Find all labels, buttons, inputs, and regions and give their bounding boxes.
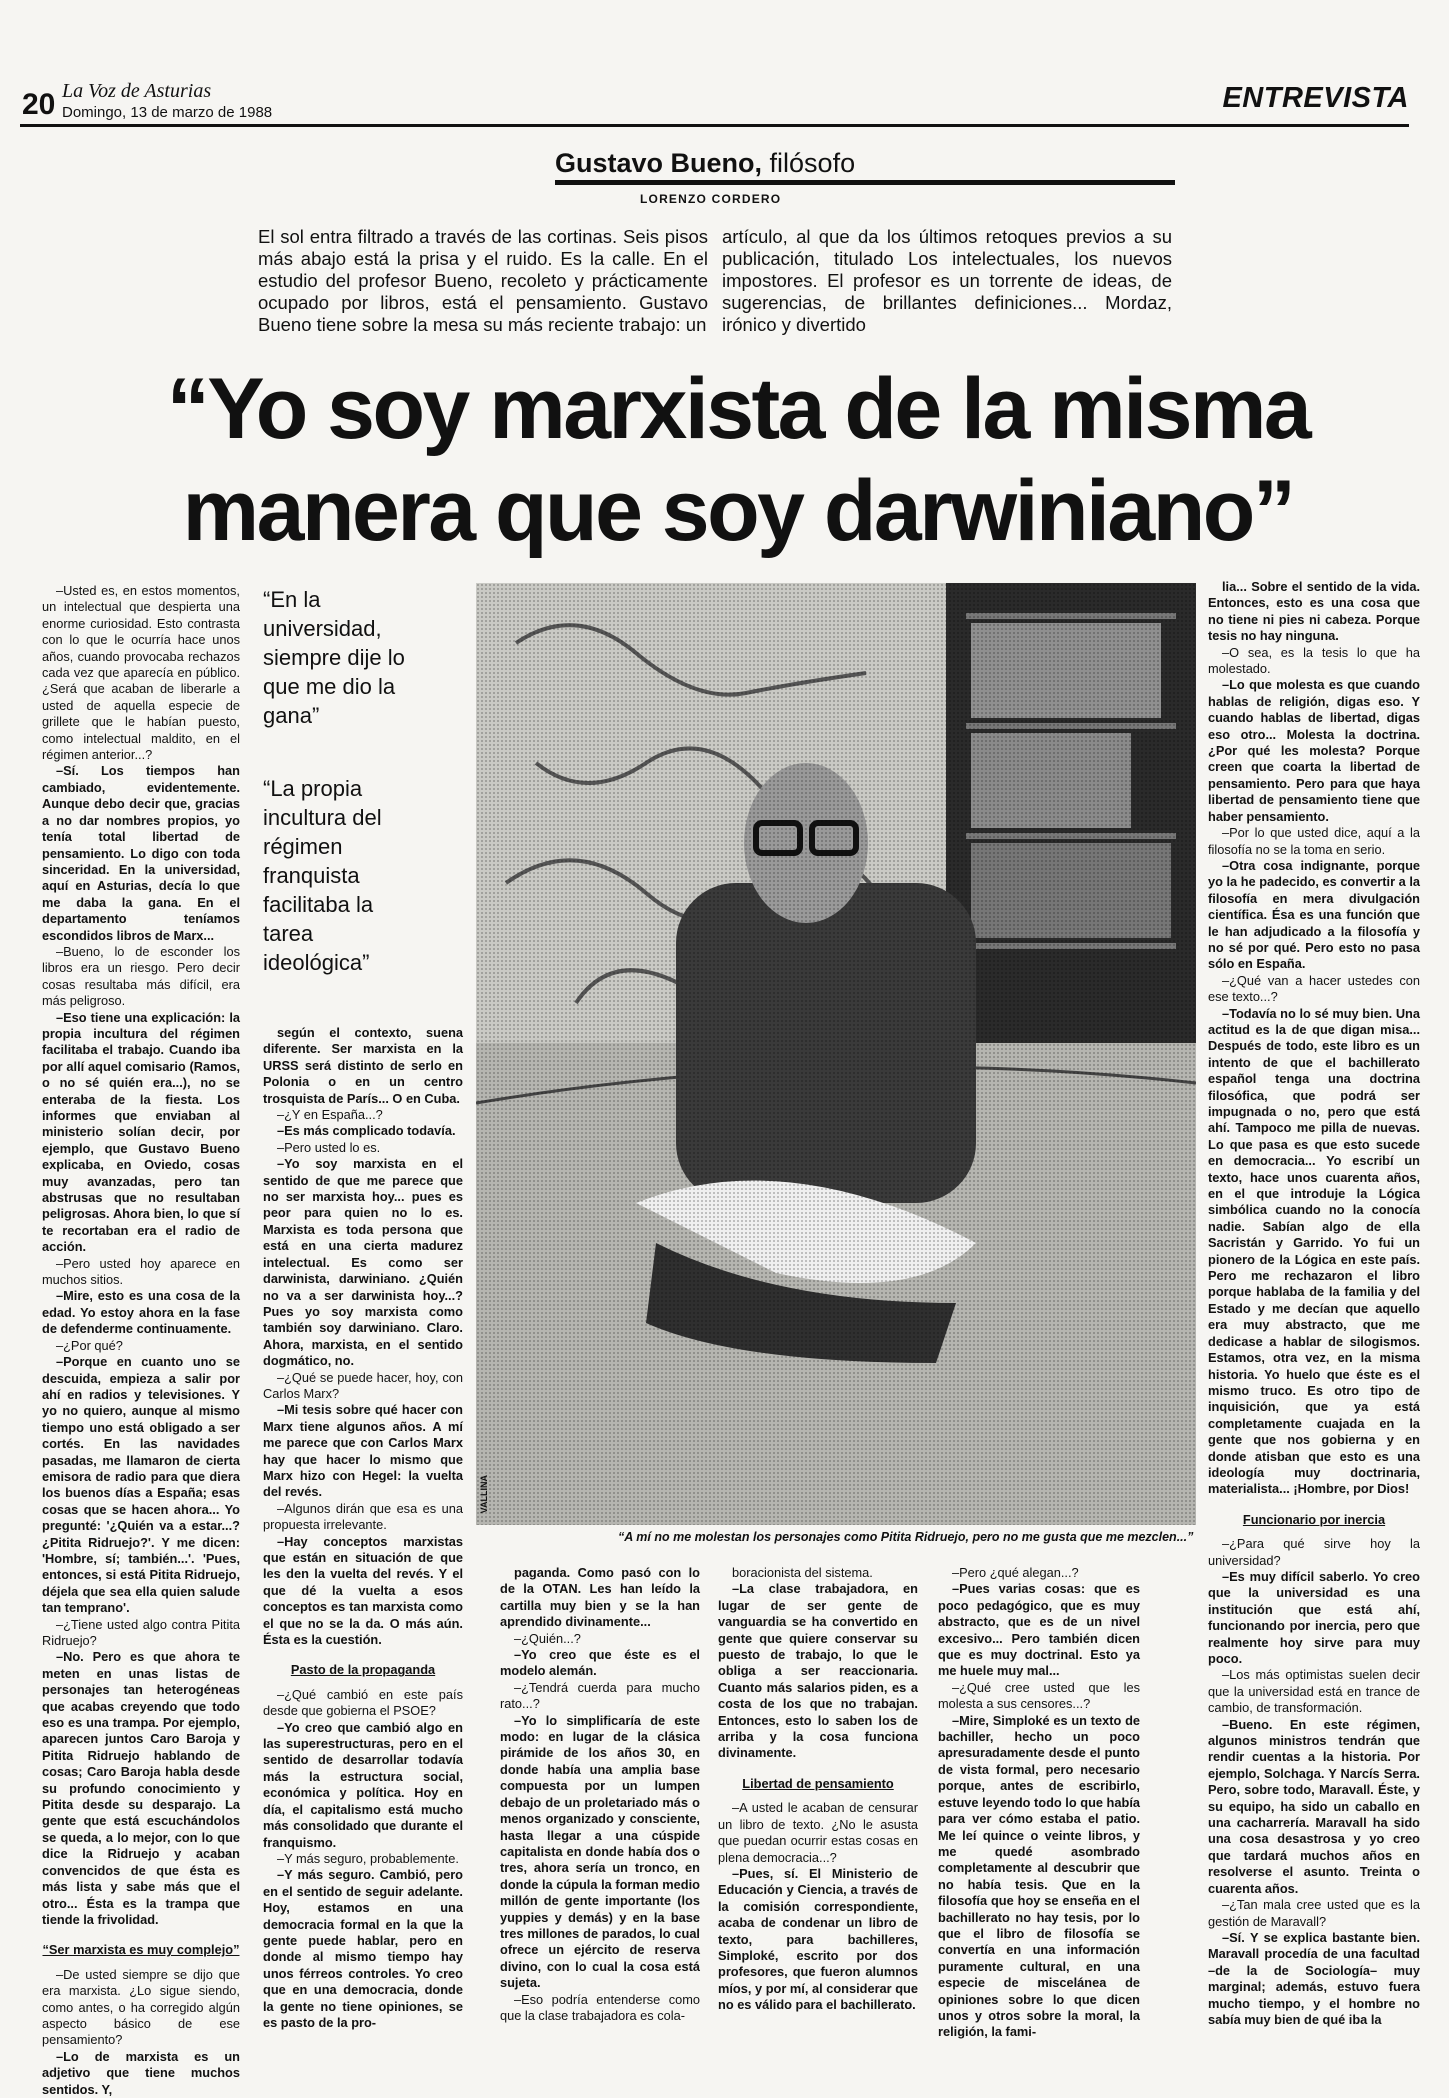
photo-credit: VALLINA [479, 1475, 489, 1514]
column-6 [1208, 579, 1420, 2028]
photo-caption: “A mí no me molestan los personajes como Pitita Ridruejo, pero no me gusta que me mezclen...” [618, 1530, 1194, 1544]
byline-rule [555, 180, 1175, 185]
paragraph: –Es muy difícil saberlo. Yo creo que la universidad es una institución que está ahí, funcionando por inercia, pero que realmente hoy sirve para muy poco. [1208, 1568, 1420, 1666]
paragraph: –Yo soy marxista en el sentido de que me parece que no ser marxista hoy... pues es peor para quien no lo es. Marxista es toda persona que está en una cierta madurez intelectual. Es como ser darwinista, darwiniano. ¿Quién no va a ser darwinista hoy...? Pues yo soy marxista como también soy darwiniano. Claro. Ahora, marxista, en el sentido dogmático, no. [263, 1156, 463, 1369]
paragraph: –¿Tiene usted algo contra Pitita Ridruejo? [42, 1616, 240, 1648]
paragraph: –Eso tiene una explicación: la propia incultura del régimen facilitaba el trabajo. Cuando iba por allí aquel comisario (Ramos, o no sé quién era...), no se enteraba de la fiesta. Los informes que enviaban al ministerio solían decir, por ejemplo, que Gustavo Bueno explicaba, en Oviedo, cosas muy avanzadas, pero tan abstrusas que no resultaban peligrosas. Ahora bien, lo que sí te recortaban era el radio de acción. [42, 1009, 240, 1255]
paragraph: –Algunos dirán que esa es una propuesta irrelevante. [263, 1500, 463, 1533]
interviewee [555, 148, 855, 179]
paragraph: –Todavía no lo sé muy bien. Una actitud es la de que digan misa... Después de todo, este libro es un intento de que el bachillerato español tenga una doctrina filosófica, que podrá ser impugnada o no, pero que está ahí. Tampoco me pilla de nuevas. Lo que pasa es que esto sucede en democracia... Yo escribí un texto, hace unos cuarenta años, en el que introduje la Lógica simbólica cuando no la conocía nadie. Sabían algo de ella Sacristán y Garrido. Yo fui un pionero de la Lógica en este país. Pero me rechazaron el libro porque hablaba de la familia y del Estado y me decían que aquello era muy abstracto, que me dedicase a hablar de silogismos. Estamos, otra vez, en la misma historia. Yo huelo que éste es el mismo truco. Es otro tipo de inquisición, que ya está completamente cuajada en la gente que nos gobierna y en donde atisban que esto es una ideología muy doctrinaria, materialista... ¡Hombre, por Dios! [1208, 1005, 1420, 1497]
column-3 [500, 1565, 700, 2024]
column-5 [938, 1565, 1140, 2041]
author: LORENZO CORDERO [640, 192, 782, 206]
paragraph: –Yo creo que éste es el modelo alemán. [500, 1647, 700, 1679]
interviewee-name: Gustavo Bueno, [555, 148, 763, 178]
subhead-marxista: “Ser marxista es muy complejo” [42, 1942, 240, 1958]
paragraph: –Pero usted hoy aparece en muchos sitios. [42, 1255, 240, 1288]
newspaper-name: La Voz de Asturias [62, 80, 212, 102]
paragraph: –Bueno, lo de esconder los libros era un riesgo. Pero decir cosas resultaba más difícil, era más peligroso. [42, 943, 240, 1009]
paragraph: –La clase trabajadora, en lugar de ser gente de vanguardia se ha convertido en gente que quiere conservar su puesto de trabajo, lo que le obliga a ser reaccionaria. Cuanto más salarios piden, es a costa de los que no trabajan. Entonces, esto lo saben los de arriba y la cosa funciona divinamente. [718, 1581, 918, 1761]
paragraph: –Pues varias cosas: que es poco pedagógico, que es muy abstracto, que es de un nivel excesivo... Pero también dicen que es muy doctrinal. Esto ya me huele muy mal... [938, 1581, 1140, 1679]
headline-line-1: “Yo soy marxista de la misma [166, 361, 1310, 457]
paragraph: –Eso podría entenderse como que la clase trabajadora es cola- [500, 1991, 700, 2023]
paragraph: –Y más seguro. Cambió, pero en el sentido de seguir adelante. Hoy, estamos en una democracia formal en la que la gente puede hablar, pero en donde al mismo tiempo hay unos férreos controles. Yo creo que en una democracia, donde la gente no tiene opiniones, se es pasto de la pro- [263, 1867, 463, 2030]
paragraph: –Lo de marxista es un adjetivo que tiene muchos sentidos. Y, [42, 2048, 240, 2097]
page-number: 20 [22, 88, 56, 121]
paragraph: –¿Tan mala cree usted que es la gestión de Maravall? [1208, 1897, 1420, 1929]
paragraph: –Bueno. En este régimen, algunos ministros tendrán que rendir cuentas a la historia. Por ejemplo, Solchaga. Y Narcís Serra. Pero, sobre todo, Maravall. Éste, y su equipo, ha sido un caballo en una cacharrería. Maravall ha sido una cosa desastrosa y yo creo que tardará muchos años en resolverse el asunto. Treinta o cuarenta años. [1208, 1716, 1420, 1896]
subhead-propaganda: Pasto de la propaganda [290, 1662, 436, 1678]
paragraph: –Pues, sí. El Ministerio de Educación y Ciencia, a través de la comisión correspondiente, acaba de condenar un libro de texto, para bachilleres, Simploké, escrito por dos profesores, que fueron alumnos míos, y por mí, al considerar que no es válido para el bachillerato. [718, 1865, 918, 2013]
paragraph: –De usted siempre se dijo que era marxista. ¿Lo sigue siendo, como antes, o ha corregido algún aspecto básico de ese pensamiento? [42, 1966, 240, 2048]
paragraph: –¿Qué se puede hacer, hoy, con Carlos Marx? [263, 1369, 463, 1401]
paragraph: paganda. Como pasó con lo de la OTAN. Les han leído la cartilla muy bien y se la han aprendido divinamente... [500, 1565, 700, 1630]
column-1 [42, 583, 240, 2098]
headline-line-2: manera que soy darwiniano” [182, 463, 1294, 559]
subhead-libertad: Libertad de pensamiento [742, 1775, 894, 1791]
paragraph: boracionista del sistema. [732, 1565, 873, 1580]
paragraph: lia... Sobre el sentido de la vida. Entonces, esto es una cosa que no tiene ni pies ni cabeza. Porque tesis no hay ninguna. [1208, 579, 1420, 644]
paragraph: –¿Y en España...? [277, 1107, 383, 1123]
paragraph: –Yo creo que cambió algo en las superestructuras, pero en el sentido de desarrollar todavía más la estructura social, económica y política. Hoy en día, el capitalismo está mucho más consolidado que durante el franquismo. [263, 1719, 463, 1850]
paragraph: –No. Pero es que ahora te meten en unas listas de personajes tan heterogéneas que acabas creyendo que todo eso es una trampa. Por ejemplo, aparecen juntos Caro Baroja y Pitita Ridruejo hablando de cosas; Caro Baroja habla desde su profundo conocimiento y Pitita desde su desparajo. La gente que está escuchándolos se queda, a lo mejor, con lo que dice la Ridruejo y acaban convencidos de que ésta es más lista y sabe más que el otro... Ésta es la trampa que tiende la frivolidad. [42, 1649, 240, 1927]
paragraph: –Es más complicado todavía. [277, 1123, 456, 1139]
intro-left: El sol entra filtrado a través de las cortinas. Seis pisos más abajo está la prisa y el ruido. Es la calle. En el estudio del profesor Bueno, recoleto y prácticamente ocupado por libros, está el pensamiento. Gustavo Bueno tiene sobre la mesa su más reciente trabajo: un [258, 226, 708, 335]
paragraph: –¿Qué cambió en este país desde que gobierna el PSOE? [263, 1686, 463, 1719]
paragraph: –Mi tesis sobre qué hacer con Marx tiene algunos años. A mí me parece que con Carlos Marx hay que hacer lo mismo que Marx hizo con Hegel: la vuelta del revés. [263, 1402, 463, 1500]
paragraph: –Mire, Simploké es un texto de bachiller, hecho un poco apresuradamente desde el punto de vista formal, pero necesario porque, antes de escribirlo, estuve leyendo todo lo que había para ver cómo estaba el patio. Me leí quince o veinte libros, y me quedé asombrado completamente al descubrir que no había tesis. Que en la filosofía que hoy se enseña en el bachillerato no hay tesis, por lo que el libro de filosofía se convertía en una información puramente cultural, en una especie de miscelánea de opiniones sobre lo que dicen unos y otros sobre la moral, la religión, la fami- [938, 1712, 1140, 2040]
paragraph: –¿Por qué? [56, 1337, 123, 1353]
paragraph: –¿Qué van a hacer ustedes con ese texto...? [1208, 972, 1420, 1005]
paragraph: –Sí. Los tiempos han cambiado, evidentemente. Aunque debo decir que, gracias a no dar nombres propios, yo tenía total libertad de pensamiento. Lo digo con toda sinceridad. En la universidad, aquí en Asturias, decía lo que me daba la gana. En el departamento teníamos escondidos libros de Marx... [42, 763, 240, 943]
interviewee-role: filósofo [769, 148, 856, 178]
portrait-photo [476, 583, 1196, 1525]
column-2 [263, 1025, 463, 2031]
column-4 [718, 1565, 918, 2014]
paragraph: –Sí. Y se explica bastante bien. Maravall procedía de una facultad –de la de Sociología– muy marginal; además, estuvo fuera mucho tiempo, y el hombre no sabía muy bien de qué iba la [1208, 1929, 1420, 2027]
paragraph: –Los más optimistas suelen decir que la universidad está en trance de cambio, de transformación. [1208, 1667, 1420, 1716]
paragraph: –¿Para qué sirve hoy la universidad? [1208, 1536, 1420, 1568]
paragraph: –Por lo que usted dice, aquí a la filosofía no se la toma en serio. [1208, 825, 1420, 857]
issue-date: Domingo, 13 de marzo de 1988 [62, 104, 273, 121]
paragraph: –¿Tendrá cuerda para mucho rato...? [500, 1679, 700, 1712]
photo-illustration [476, 583, 1196, 1525]
section-title: ENTREVISTA [1222, 82, 1409, 114]
paragraph: según el contexto, suena diferente. Ser marxista en la URSS será distinto de serlo en Polonia o en un centro trosquista de París... O en Cuba. [263, 1025, 463, 1106]
pull-quote-2: “La propia incultura del régimen franquista facilitaba la tarea ideológica” [263, 776, 382, 975]
paragraph: –¿Qué cree usted que les molesta a sus censores...? [938, 1679, 1140, 1712]
paragraph: –Otra cosa indignante, porque yo la he padecido, es convertir a la filosofía en mera divulgación científica. Ésa es una función que le han adjudicado a la filosofía y no sé por qué. Pero esto no pasa sólo en España. [1208, 857, 1420, 972]
intro-right: artículo, al que da los últimos retoques previos a su publicación, titulado Los intelectuales, los nuevos impostores. El profesor es un torrente de ideas, de sugerencias, de brillantes definiciones... Mordaz, irónico y divertido [722, 226, 1172, 335]
paragraph: –Hay conceptos marxistas que están en situación de que les den la vuelta del revés. Y el que dé la vuelta a esos conceptos es tan marxista como el que no se la da. O más aún. Ésta es la cuestión. [263, 1533, 463, 1648]
masthead-rule [20, 124, 1409, 127]
paragraph: –Yo lo simplificaría de este modo: en lugar de la clásica pirámide de los años 30, en donde había una amplia base compuesta por un lumpen debajo de un proletariado más o menos organizado y consciente, hasta llegar a una cúspide capitalista en donde había dos o tres, ahora sería un tronco, en donde la cúpula la forman medio millón de gente importante (los yuppies y demás) y en la base tres millones de parados, lo cual ofrece un ejército de reserva divino, con lo cual la cosa está sujeta. [500, 1712, 700, 1991]
paragraph: –Mire, esto es una cosa de la edad. Yo estoy ahora en la fase de defenderme continuamente. [42, 1288, 240, 1337]
paragraph: –O sea, es la tesis lo que ha molestado. [1208, 644, 1420, 677]
paragraph: –Usted es, en estos momentos, un intelectual que despierta una enorme curiosidad. Esto contrasta con lo que le ocurría hace unos años, cuando provocaba rechazos cada vez que aparecía en público. ¿Será que acaban de liberarle a usted de aquella especie de grillete que le habían puesto, como intelectual maldito, en el régimen anterior...? [42, 583, 240, 763]
paragraph: –Lo que molesta es que cuando hablas de religión, digas eso. Y cuando hablas de libertad, digas eso otro... Molesta la doctrina. ¿Por qué les molesta? Porque creen que coarta la libertad de pensamiento. Pero para que haya libertad de pensamiento tiene que haber pensamiento. [1208, 677, 1420, 824]
paragraph: –Porque en cuanto uno se descuida, empieza a salir por ahí en radios y televisiones. Y yo no quiero, aunque al mismo tiempo uno está obligado a ser cortés. En las navidades pasadas, me llamaron de cierta emisora de radio para que diera los buenos días a España; esas cosas que se hacen ahora... Yo pregunté: '¿Quién va a estar...? ¿Pitita Ridruejo?'. Y me dicen: 'Hombre, sí; también...'. 'Pues, entonces, si está Pitita Ridruejo, déjela que sea ella quien salude tan temprano'. [42, 1354, 240, 1616]
paragraph: –Pero usted lo es. [277, 1139, 381, 1155]
paragraph: –A usted le acaban de censurar un libro de texto. ¿No le asusta que puedan ocurrir estas cosas en plena democracia...? [718, 1800, 918, 1865]
headline [88, 358, 1388, 562]
subhead-funcionario: Funcionario por inercia [1242, 1511, 1386, 1527]
pull-quote-1: “En la universidad, siempre dije lo que me dio la gana” [263, 587, 405, 728]
paragraph: –Pero ¿qué alegan...? [952, 1565, 1079, 1580]
paragraph: –¿Quién...? [514, 1630, 581, 1646]
paragraph: –Y más seguro, probablemente. [277, 1850, 459, 1866]
